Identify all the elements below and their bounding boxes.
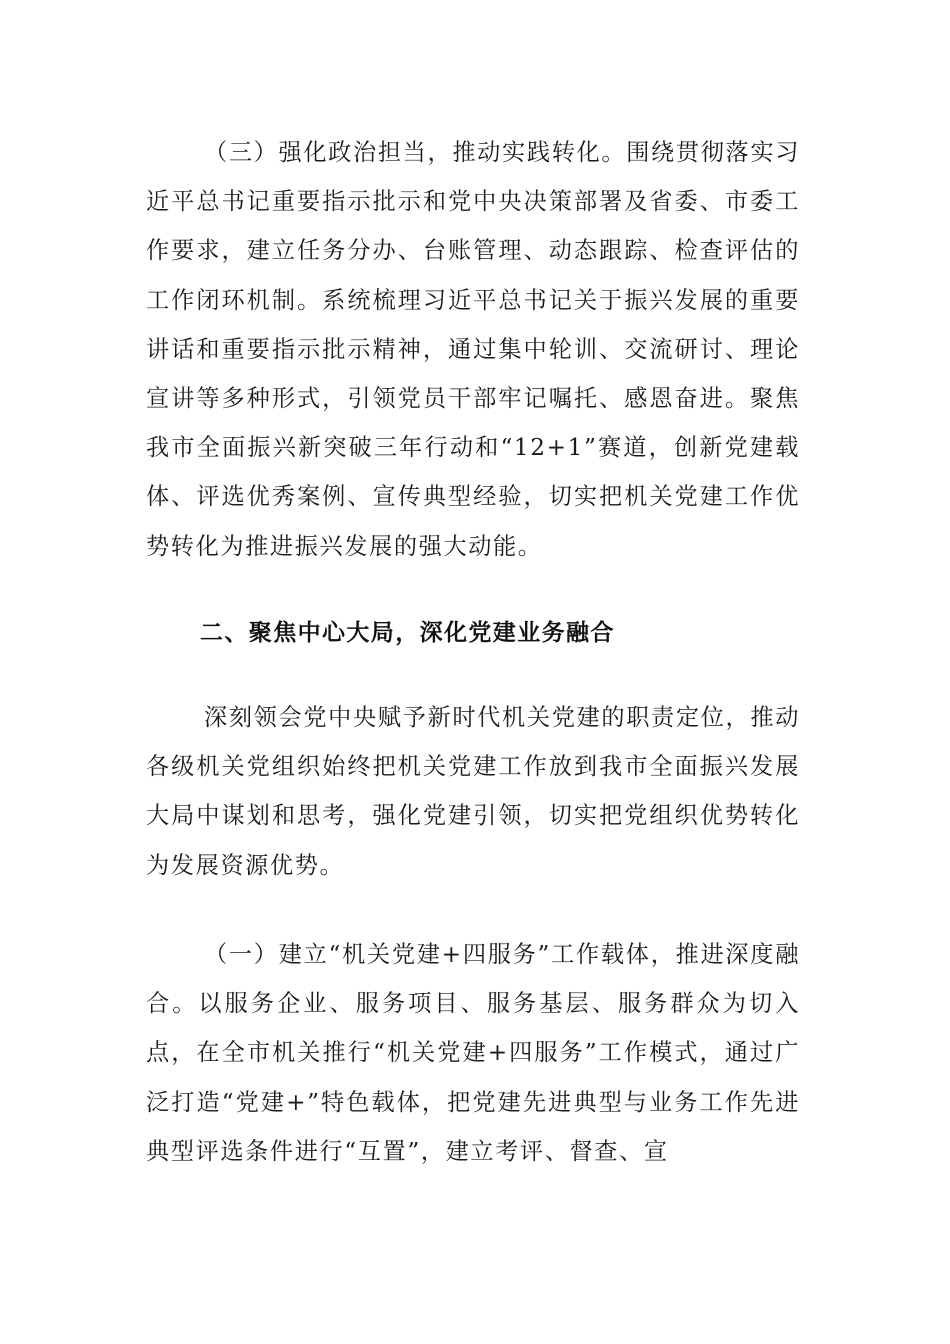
section-heading-two: 二、聚焦中心大局，深化党建业务融合 — [200, 620, 615, 646]
paragraph-political-responsibility: （三）强化政治担当，推动实践转化。围绕贯彻落实习近平总书记重要指示批示和党中央决策部署及省委、市委工作要求，建立任务分办、台账管理、动态跟踪、检查评估的工作闭环机制。系统梳理习近平总书记关于振兴发展的重要讲话和重要指示批示精神，通过集中轮训、交流研讨、理论宣讲等多种形式，引领党员干部牢记嘱托、感恩奋进。聚焦我市全面振兴新突破三年行动和“12+1”赛道，创新党建载体、评选优秀案例、宣传典型经验，切实把机关党建工作优势转化为推进振兴发展的强大动能。 — [146, 139, 800, 560]
paragraph-party-building-integration: 深刻领会党中央赋予新时代机关党建的职责定位，推动各级机关党组织始终把机关党建工作放到我市全面振兴发展大局中谋划和思考，强化党建引领，切实把党组织优势转化为发展资源优势。 — [146, 704, 800, 879]
paragraph-four-services-carrier: （一）建立“机关党建+四服务”工作载体，推进深度融合。以服务企业、服务项目、服务基层、服务群众为切入点，在全市机关推行“机关党建+四服务”工作模式，通过广泛打造“党建+”特色载体，把党建先进典型与业务工作先进典型评选条件进行“互置”，建立考评、督查、宣 — [146, 941, 800, 1165]
